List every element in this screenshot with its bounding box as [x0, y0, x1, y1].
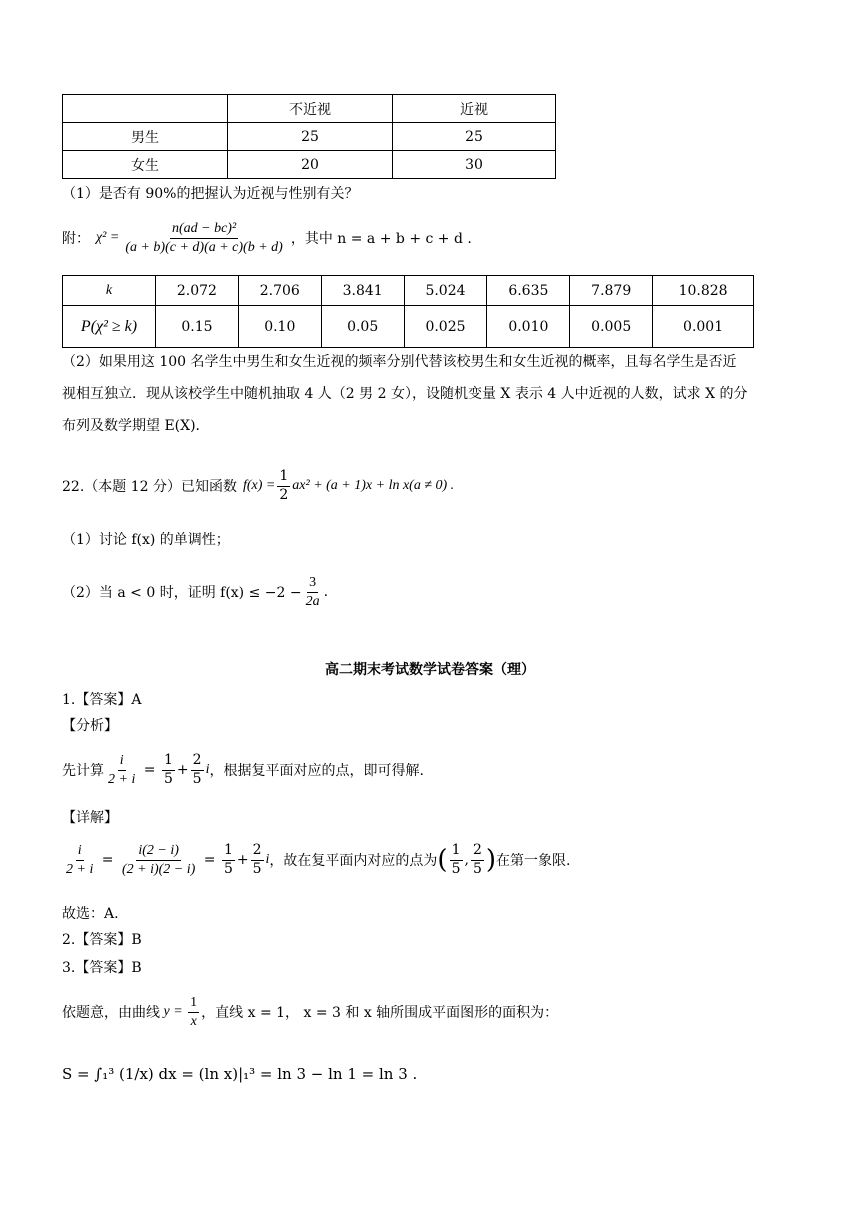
- table-cell: 0.15: [156, 306, 239, 348]
- table-cell: 2.072: [156, 276, 239, 306]
- table-cell: 25: [393, 123, 556, 151]
- table-cell: 3.841: [321, 276, 404, 306]
- formula-denominator: (a + b)(c + d)(a + c)(b + d): [125, 239, 283, 255]
- table-cell: 0.10: [238, 306, 321, 348]
- table-cell: 0.001: [653, 306, 754, 348]
- chi-square-formula: [62, 220, 472, 256]
- a3-prefix: 依题意，由曲线: [62, 1005, 160, 1021]
- answer-2: 2.【答案】B: [62, 932, 142, 948]
- q22-part1: （1）讨论 f(x) 的单调性；: [62, 532, 230, 548]
- choose-text: 故选：A.: [62, 906, 119, 922]
- detail-text: $\frac{i}{2 + i}$ = $\frac{i(2 - i)}{(2 + i)(2 - i)}$ = $\frac{1}{5}$ + $\frac{2}{5}$ i ，故在复平面内对应的点为 ( $\frac{1}{5}$ , $\frac{2}{5}$ ) 在第一象限.: [66, 842, 571, 877]
- answers-title: 高二期末考试数学试卷答案（理）: [325, 662, 535, 678]
- q22-intro: 22.（本题 12 分）已知函数: [62, 479, 237, 495]
- fraction-i-over-2-plus-i: $\frac{i}{2 + i}$: [108, 753, 136, 787]
- table-cell: 女生: [63, 151, 228, 179]
- question-part2-line2: 视相互独立．现从该校学生中随机抽取 4 人（2 男 2 女），设随机变量 X 表示 4 人中近视的人数，试求 X 的分: [62, 386, 748, 402]
- table-header-cell: [63, 95, 228, 123]
- table-cell: 5.024: [404, 276, 487, 306]
- analysis-text: 先计算 $\frac{i}{2 + i}$ = $\frac{1}{5}$ + $\frac{2}{5}$ i ，根据复平面对应的点，即可得解.: [62, 752, 424, 787]
- q22-frac-den: 2: [279, 486, 289, 503]
- analysis-suffix: ，根据复平面对应的点，即可得解.: [209, 763, 424, 779]
- table-cell: 0.025: [404, 306, 487, 348]
- table-cell: 7.879: [570, 276, 653, 306]
- analysis-label: 【分析】: [62, 718, 118, 734]
- question-part2-line1: （2）如果用这 100 名学生中男生和女生近视的频率分别代替该校男生和女生近视的概率，且每名学生是否近: [62, 354, 737, 370]
- formula-lhs: χ² =: [96, 230, 120, 245]
- table-header-cell: 近视: [393, 95, 556, 123]
- q22-part2-fraction: [304, 574, 322, 610]
- detail-label: 【详解】: [62, 810, 118, 826]
- table-cell: 10.828: [653, 276, 754, 306]
- a3-mid: ，直线 x = 1， x = 3 和 x 轴所围成平面图形的面积为：: [201, 1005, 559, 1021]
- answer-3: 3.【答案】B: [62, 960, 142, 976]
- formula-suffix: ，其中 n = a + b + c + d .: [290, 231, 472, 247]
- table-cell: 0.010: [487, 306, 570, 348]
- table-cell: 0.005: [570, 306, 653, 348]
- chi-square-critical-table: [62, 275, 754, 348]
- answer-3-text: 依题意，由曲线 y = $\frac{1}{x}$ ，直线 x = 1， x = 3 和 x 轴所围成平面图形的面积为：: [62, 995, 559, 1029]
- question-part2-line3: 布列及数学期望 E(X)．: [62, 418, 210, 434]
- table-cell: 20: [228, 151, 393, 179]
- table-cell: 6.635: [487, 276, 570, 306]
- table-row-label: P(χ² ≥ k): [63, 306, 156, 348]
- table-cell: 25: [228, 123, 393, 151]
- detail-end: 在第一象限.: [496, 853, 571, 869]
- q22-part2: [62, 574, 328, 610]
- integral-formula: S = ∫₁³ (1/x) dx = (ln x)|₁³ = ln 3 − ln 1 = ln 3 .: [62, 1065, 418, 1083]
- detail-suffix: ，故在复平面内对应的点为: [269, 853, 438, 869]
- q22-part2-num: 3: [307, 574, 318, 593]
- analysis-prefix: 先计算: [62, 763, 104, 779]
- q22-frac-num: 1: [277, 468, 290, 487]
- gender-myopia-table: [62, 94, 556, 179]
- q22-func: f(x) =: [242, 478, 276, 493]
- table-row: [63, 276, 754, 306]
- formula-numerator: n(ad − bc)²: [170, 220, 238, 239]
- question-part1: （1）是否有 90%的把握认为近视与性别有关？: [62, 186, 359, 202]
- q22-part2-den: 2a: [305, 593, 320, 609]
- table-cell: 0.05: [321, 306, 404, 348]
- formula-fraction: [123, 220, 285, 256]
- q22-func-rest: ax² + (a + 1)x + ln x(a ≠ 0) .: [292, 478, 455, 493]
- table-cell: 30: [393, 151, 556, 179]
- table-header-cell: 不近视: [228, 95, 393, 123]
- q22-fraction: [277, 468, 290, 504]
- attach-label: 附：: [62, 231, 90, 247]
- fraction-2-5: $\frac{2}{5}$: [192, 752, 202, 787]
- table-cell: 2.706: [238, 276, 321, 306]
- table-row: [63, 306, 754, 348]
- answer-1: 1.【答案】A: [62, 692, 142, 708]
- q22-part2-suffix: .: [323, 584, 329, 600]
- q22-part2-prefix: （2）当 a < 0 时，证明 f(x) ≤ −2 −: [62, 585, 302, 601]
- fraction-1-5: $\frac{1}{5}$: [163, 752, 173, 787]
- question-22: [62, 468, 454, 504]
- table-cell: 男生: [63, 123, 228, 151]
- table-row-label: k: [63, 276, 156, 306]
